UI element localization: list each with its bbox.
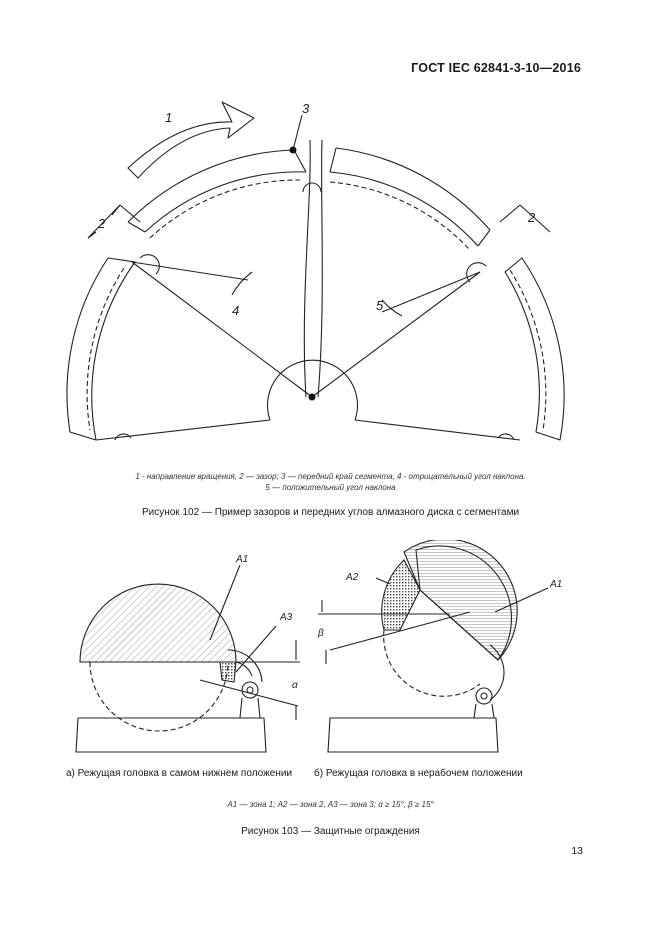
label-a2: A2 bbox=[346, 572, 359, 583]
label-beta: β bbox=[318, 628, 324, 639]
figure-103-caption: Рисунок 103 — Защитные ограждения bbox=[241, 826, 420, 837]
page-number: 13 bbox=[571, 845, 583, 857]
label-a3: A3 bbox=[280, 612, 293, 623]
label-2-right: 2 bbox=[528, 210, 536, 225]
figure-102-legend-line1: 1 - направление вращения, 2 — зазор; 3 — передний край сегмента, 4 - отрицательный угол наклона. bbox=[135, 472, 526, 481]
label-a1-right: A1 bbox=[550, 579, 563, 590]
figure-103b-caption: б) Режущая головка в нерабочем положении bbox=[314, 768, 523, 779]
label-5: 5 bbox=[376, 298, 384, 313]
label-1: 1 bbox=[165, 110, 173, 125]
figure-103-legend: A1 — зона 1; A2 — зона 2, A3 — зона 3; α ≥ 15°; β ≥ 15° bbox=[227, 800, 434, 809]
figure-102-legend-line2: 5 — положительный угол наклона bbox=[265, 483, 396, 492]
figure-102-caption: Рисунок 102 — Пример зазоров и передних углов алмазного диска с сегментами bbox=[141, 507, 520, 518]
label-4: 4 bbox=[232, 303, 240, 318]
figure-103-drawing bbox=[0, 540, 661, 765]
label-a1-left: A1 bbox=[236, 554, 249, 565]
document-header: ГОСТ IEC 62841-3-10—2016 bbox=[411, 61, 581, 75]
label-alpha: α bbox=[292, 680, 298, 691]
label-2-left: 2 bbox=[98, 216, 106, 231]
figure-103a-caption: а) Режущая головка в самом нижнем положении bbox=[66, 768, 293, 779]
label-3: 3 bbox=[302, 101, 310, 116]
